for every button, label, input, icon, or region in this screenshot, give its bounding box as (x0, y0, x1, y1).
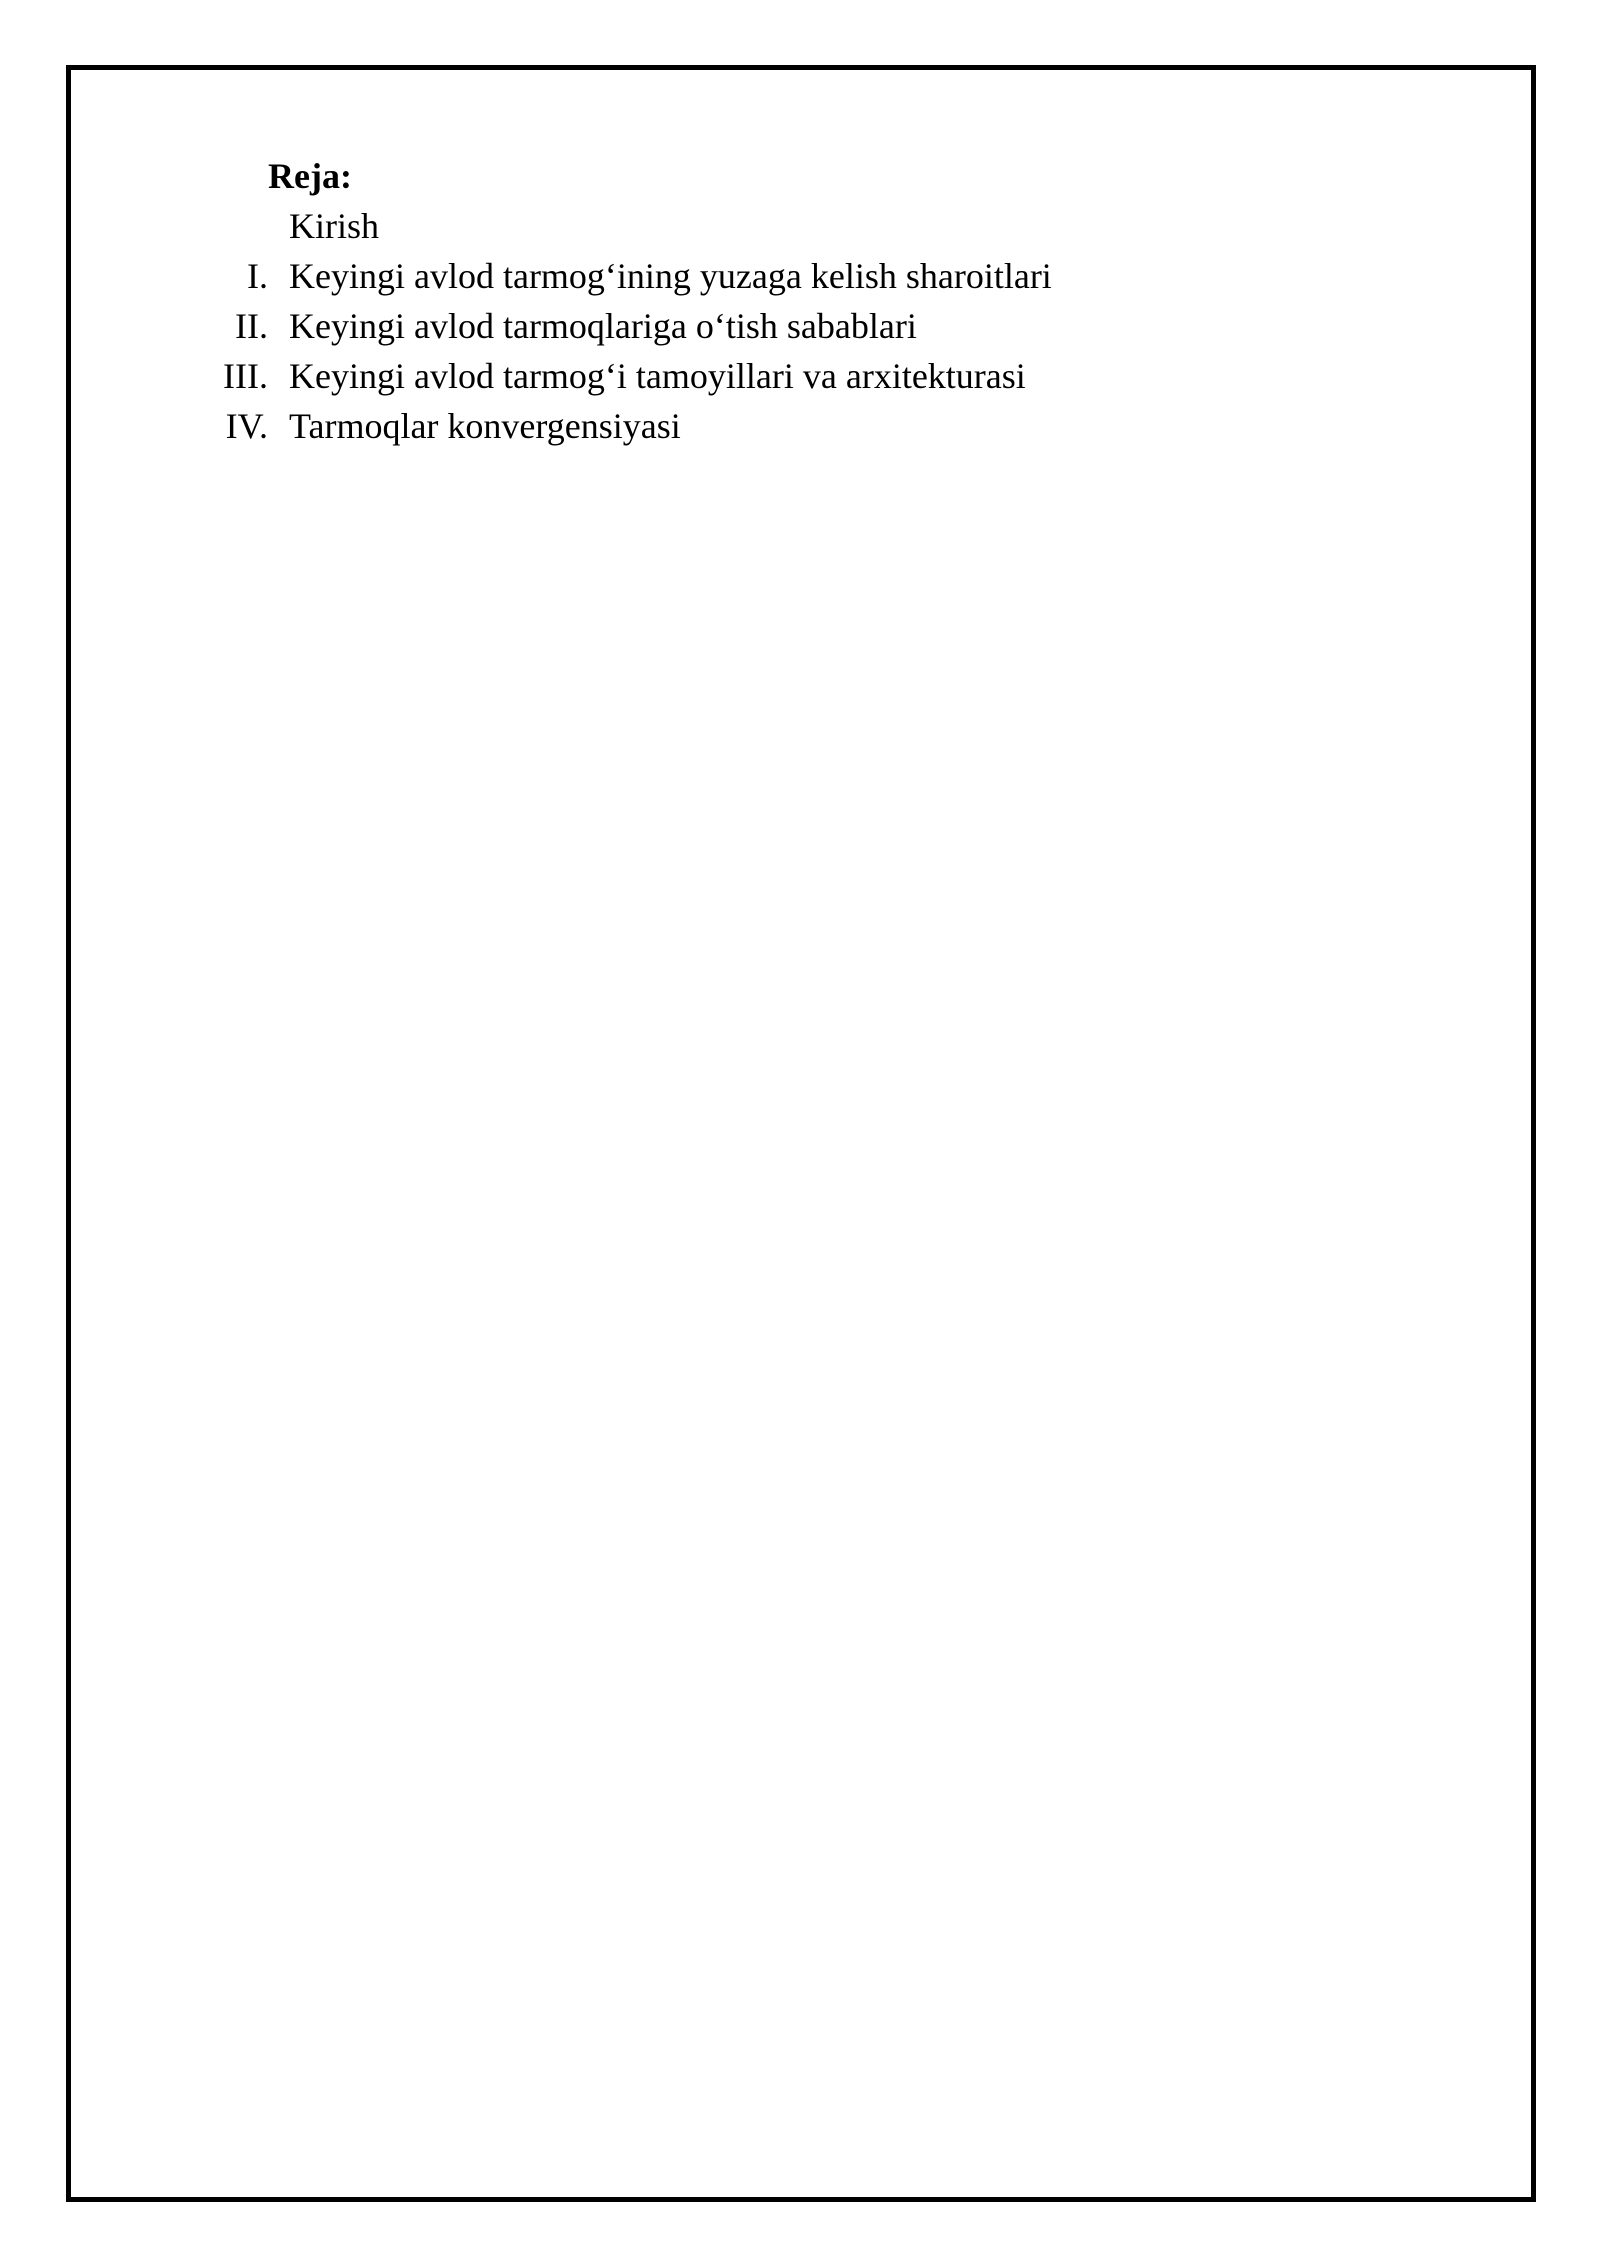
plan-item-1 (0, 254, 1300, 304)
plan-item-text: Keyingi avlod tarmog‘ining yuzaga kelish sharoitlari (289, 256, 1052, 296)
plan-item-number: III. (223, 356, 268, 396)
plan-item-text: Keyingi avlod tarmog‘i tamoyillari va arxitekturasi (289, 356, 1026, 396)
plan-item-text: Tarmoqlar konvergensiyasi (289, 406, 681, 446)
plan-item-text: Keyingi avlod tarmoqlariga o‘tish sabablari (289, 306, 917, 346)
plan-title: Reja: (268, 156, 352, 196)
plan-item-2 (0, 304, 1300, 354)
plan-item-4 (0, 404, 1300, 454)
plan-item-number: II. (235, 306, 268, 346)
plan-item-number: I. (247, 256, 268, 296)
plan-item-text: Kirish (289, 206, 379, 246)
plan-item-intro (0, 204, 1300, 254)
plan-item-number: IV. (225, 406, 268, 446)
plan-item-3 (0, 354, 1300, 404)
